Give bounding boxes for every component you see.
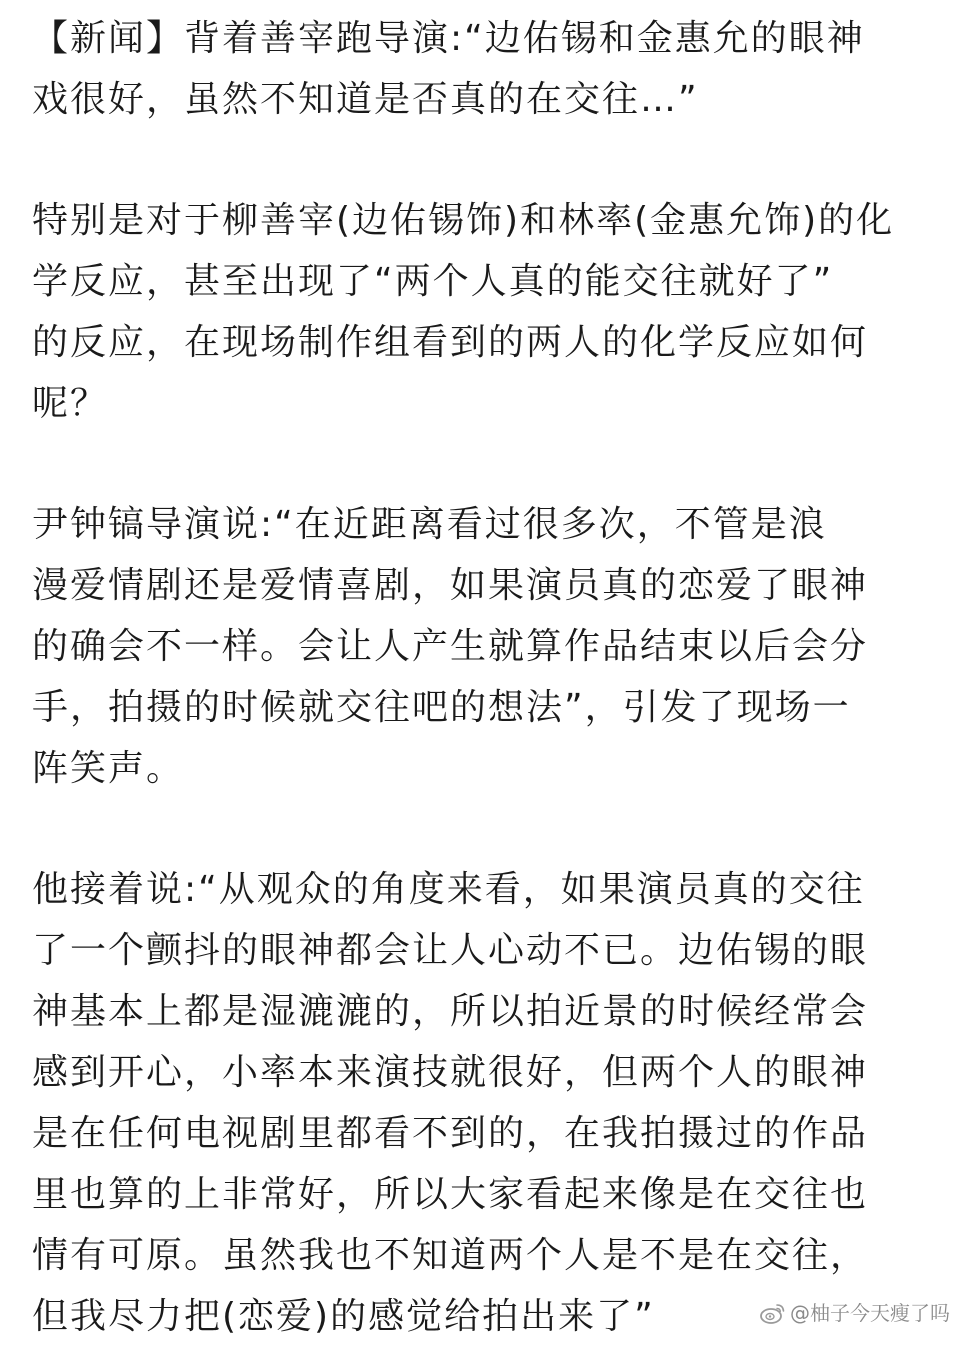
text-line: 他接着说:“从观众的角度来看，如果演员真的交往 [32,869,865,910]
paragraph-news-headline [32,8,920,130]
text-line: 【新闻】背着善宰跑导演:“边佑锡和金惠允的眼神 [32,18,865,59]
text-line: 了一个颤抖的眼神都会让人心动不已。边佑锡的眼 [32,930,869,971]
text-line: 手，拍摄的时候就交往吧的想法”，引发了现场一 [32,687,851,728]
text-line: 是在任何电视剧里都看不到的，在我拍摄过的作品 [32,1113,869,1154]
paragraph-gap [32,434,920,494]
text-line: 神基本上都是湿漉漉的，所以拍近景的时候经常会 [32,991,869,1032]
weibo-watermark [760,1301,950,1325]
text-line: 学反应，甚至出现了“两个人真的能交往就好了” [32,261,834,302]
text-line: 特别是对于柳善宰(边佑锡饰)和林率(金惠允饰)的化 [32,200,895,241]
paragraph-gap [32,130,920,190]
text-line: 尹钟镐导演说:“在近距离看过很多次，不管是浪 [32,504,827,545]
weibo-icon [760,1302,786,1324]
text-line: 阵笑声。 [32,748,185,789]
text-line: 情有可原。虽然我也不知道两个人是不是在交往， [32,1235,869,1276]
text-line: 的确会不一样。会让人产生就算作品结束以后会分 [32,626,869,667]
watermark-text: @柚子今天瘦了吗 [790,1301,950,1325]
paragraph-question [32,190,920,434]
text-line: 感到开心，小率本来演技就很好，但两个人的眼神 [32,1052,869,1093]
text-line: 但我尽力把(恋爱)的感觉给拍出来了” [32,1296,655,1337]
paragraph-gap [32,799,920,859]
paragraph-director-quote-1 [32,494,920,799]
paragraph-director-quote-2 [32,859,920,1347]
text-line: 漫爱情剧还是爱情喜剧，如果演员真的恋爱了眼神 [32,565,869,606]
text-line: 戏很好，虽然不知道是否真的在交往…” [32,79,699,120]
text-line: 的反应，在现场制作组看到的两人的化学反应如何 [32,322,869,363]
text-line: 呢？ [32,383,109,424]
text-line: 里也算的上非常好，所以大家看起来像是在交往也 [32,1174,869,1215]
